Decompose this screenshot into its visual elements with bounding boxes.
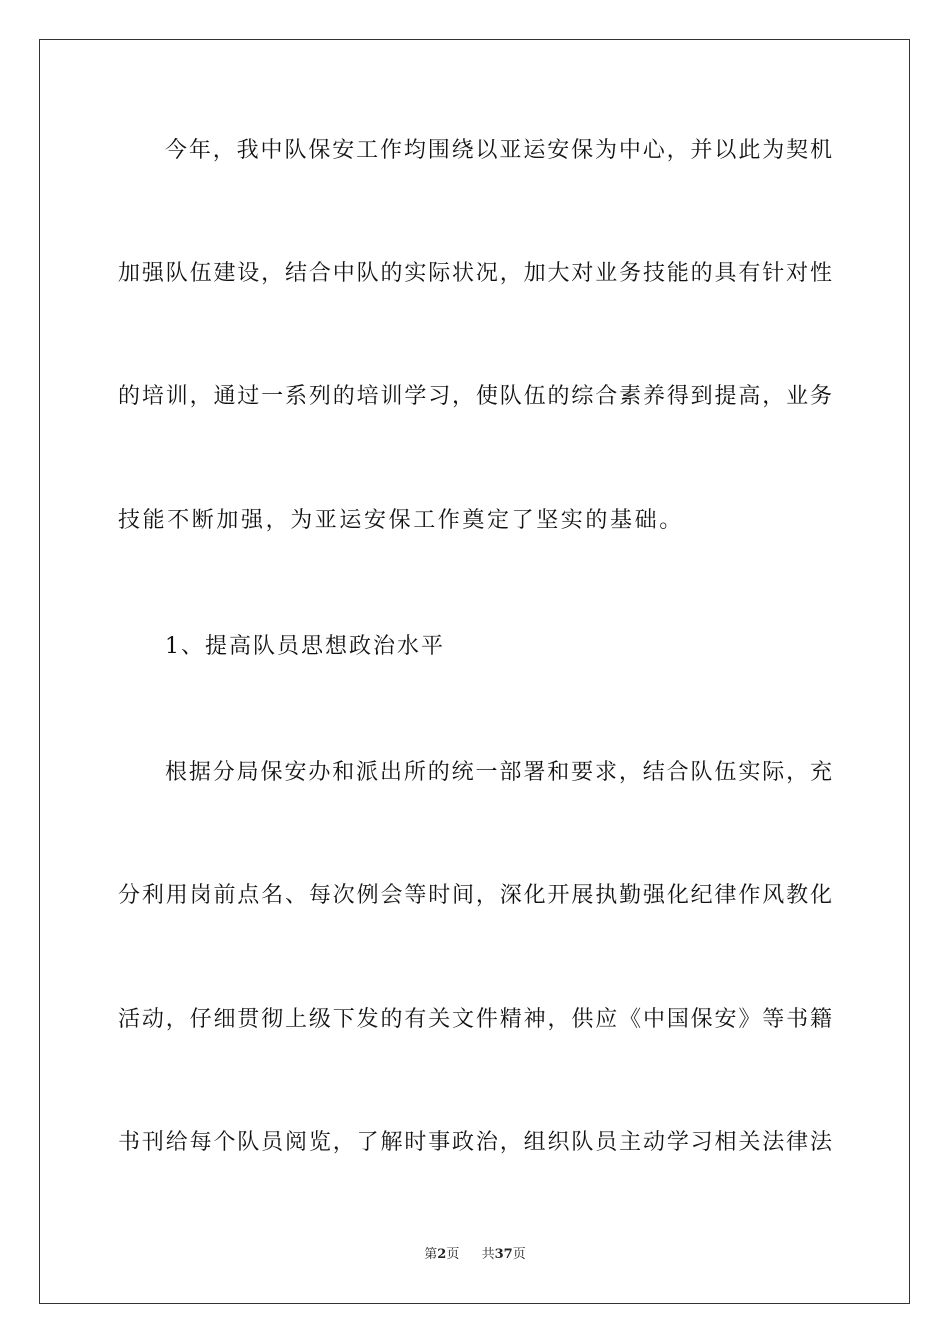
paragraph-1-line-3: 的培训，通过一系列的培训学习，使队伍的综合素养得到提高，业务 — [118, 384, 832, 409]
page-footer — [0, 1246, 950, 1264]
paragraph-1-line-2: 加强队伍建设，结合中队的实际状况，加大对业务技能的具有针对性 — [118, 261, 832, 286]
paragraph-1-line-4: 技能不断加强，为亚运安保工作奠定了坚实的基础。 — [118, 508, 684, 533]
total-pages-label: 共37页 — [481, 1247, 526, 1262]
paragraph-2-line-3: 活动，仔细贯彻上级下发的有关文件精神，供应《中国保安》等书籍 — [118, 1007, 832, 1032]
paragraph-2-line-4: 书刊给每个队员阅览，了解时事政治，组织队员主动学习相关法律法 — [118, 1130, 832, 1155]
section-heading: 1、提高队员思想政治水平 — [165, 634, 445, 659]
page-border — [39, 39, 910, 1304]
paragraph-1-line-1: 今年，我中队保安工作均围绕以亚运安保为中心，并以此为契机 — [165, 138, 832, 163]
paragraph-2-line-1: 根据分局保安办和派出所的统一部署和要求，结合队伍实际，充 — [165, 760, 832, 785]
page-number-label: 第2页 — [424, 1247, 460, 1262]
paragraph-2-line-2: 分利用岗前点名、每次例会等时间，深化开展执勤强化纪律作风教化 — [118, 883, 832, 908]
